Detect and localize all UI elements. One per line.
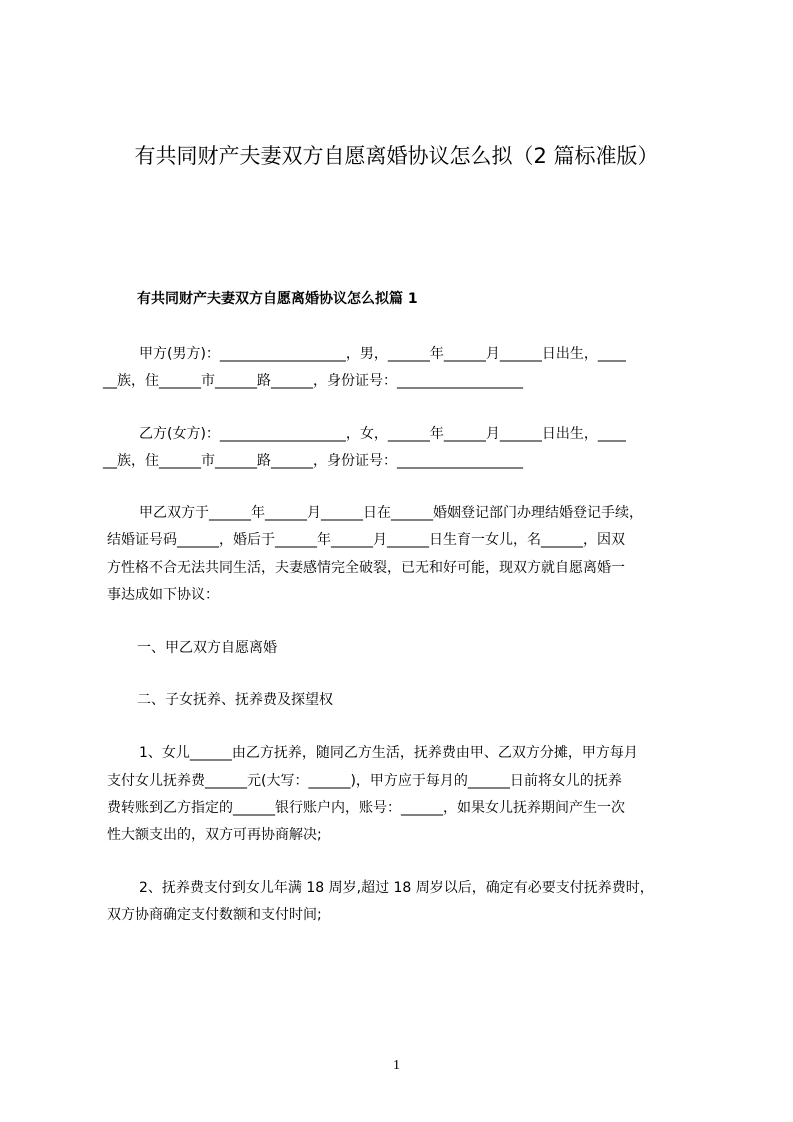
page-number: 1 xyxy=(393,1058,400,1073)
item-1-line-3: 费转账到乙方指定的______银行账户内，账号：______，如果女儿抚养期间产生一次 xyxy=(107,800,625,816)
party-a-line-2: __族，住______市______路______，身份证号：__________________ xyxy=(103,373,523,389)
intro-line-1: 甲乙双方于______年______月______日在______婚姻登记部门办理结婚登记手续， xyxy=(139,505,643,521)
party-b-line-1: 乙方(女方)：__________________，女，______年______月______日出生，____ xyxy=(139,426,626,442)
clause-1: 一、甲乙双方自愿离婚 xyxy=(137,640,277,656)
party-a-line-1: 甲方(男方)：__________________，男，______年______月______日出生，____ xyxy=(139,346,626,362)
item-2-line-1: 2、抚养费支付到女儿年满 18 周岁,超过 18 周岁以后，确定有必要支付抚养费时， xyxy=(139,880,654,896)
item-1-line-1: 1、女儿______由乙方抚养，随同乙方生活，抚养费由甲、乙双方分摊，甲方每月 xyxy=(139,745,638,761)
section-heading: 有共同财产夫妻双方自愿离婚协议怎么拟篇 1 xyxy=(137,291,418,307)
clause-2: 二、子女抚养、抚养费及探望权 xyxy=(137,692,333,708)
party-b-line-2: __族，住______市______路______，身份证号：__________________ xyxy=(103,453,523,469)
intro-line-2: 结婚证号码______，婚后于______年______月______日生育一女儿，名______，因双 xyxy=(107,532,625,548)
item-1-line-4: 性大额支出的，双方可再协商解决; xyxy=(107,827,322,843)
item-2-line-2: 双方协商确定支付数额和支付时间; xyxy=(107,907,322,923)
document-title: 有共同财产夫妻双方自愿离婚协议怎么拟（2 篇标准版） xyxy=(134,144,659,168)
intro-line-3: 方性格不合无法共同生活，夫妻感情完全破裂，已无和好可能，现双方就自愿离婚一 xyxy=(107,560,625,576)
intro-line-4: 事达成如下协议： xyxy=(107,587,219,603)
item-1-line-2: 支付女儿抚养费______元(大写：______)，甲方应于每月的______日前将女儿的抚养 xyxy=(107,773,622,789)
